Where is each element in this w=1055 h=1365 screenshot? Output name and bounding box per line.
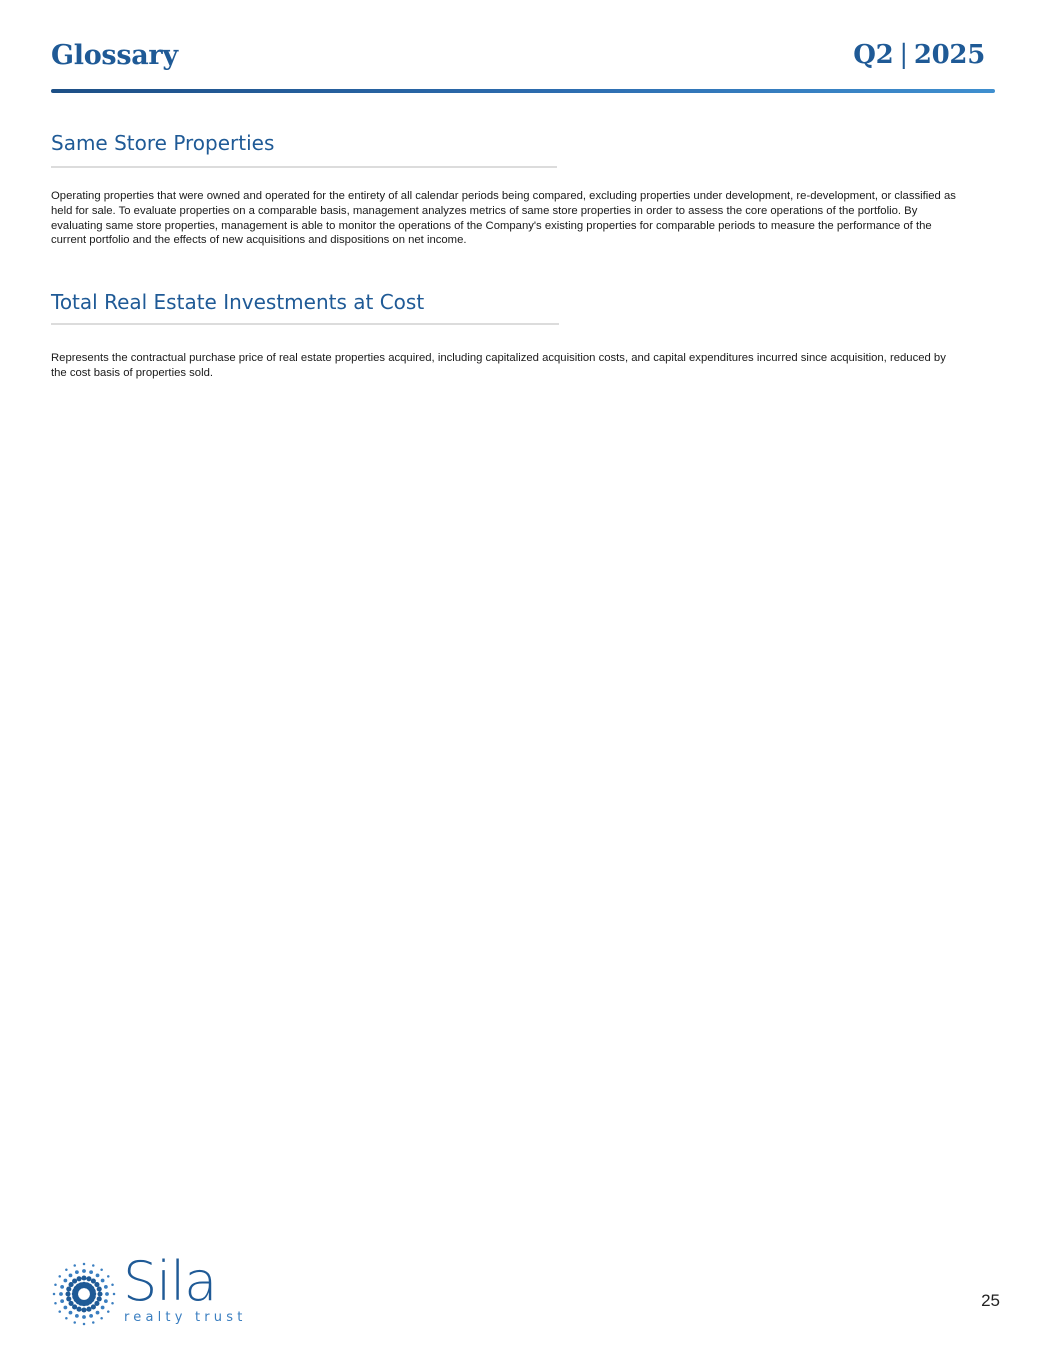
page-title: Glossary	[51, 40, 178, 71]
page-number: 25	[981, 1291, 1000, 1310]
logo-wordmark: Sila	[123, 1250, 217, 1313]
report-quarter: Q2	[853, 40, 894, 70]
report-period	[853, 40, 985, 70]
section-divider	[51, 323, 559, 325]
period-separator: |	[899, 40, 908, 70]
header-divider	[51, 89, 995, 93]
section-divider	[51, 166, 557, 168]
section-heading: Total Real Estate Investments at Cost	[51, 290, 425, 314]
section-heading: Same Store Properties	[51, 131, 275, 155]
section-body: Operating properties that were owned and operated for the entirety of all calendar periods being compared, excluding properties under development, re-development, or classified as held for sale. To evaluate properties on a comparable basis, management analyzes metrics of same store properties in order to assess the core operations of the portfolio. By evaluating same store properties, management is able to monitor the operations of the Company's existing properties for comparable periods to measure the performance of the current portfolio and the effects of new acquisitions and dispositions on net income.	[51, 190, 956, 247]
report-year: 2025	[913, 40, 985, 70]
section-body: Represents the contractual purchase price of real estate properties acquired, including capitalized acquisition costs, and capital expenditures incurred since acquisition, reduced by the cost basis of properties sold.	[51, 352, 946, 379]
logo-tagline: realty trust	[124, 1310, 247, 1325]
